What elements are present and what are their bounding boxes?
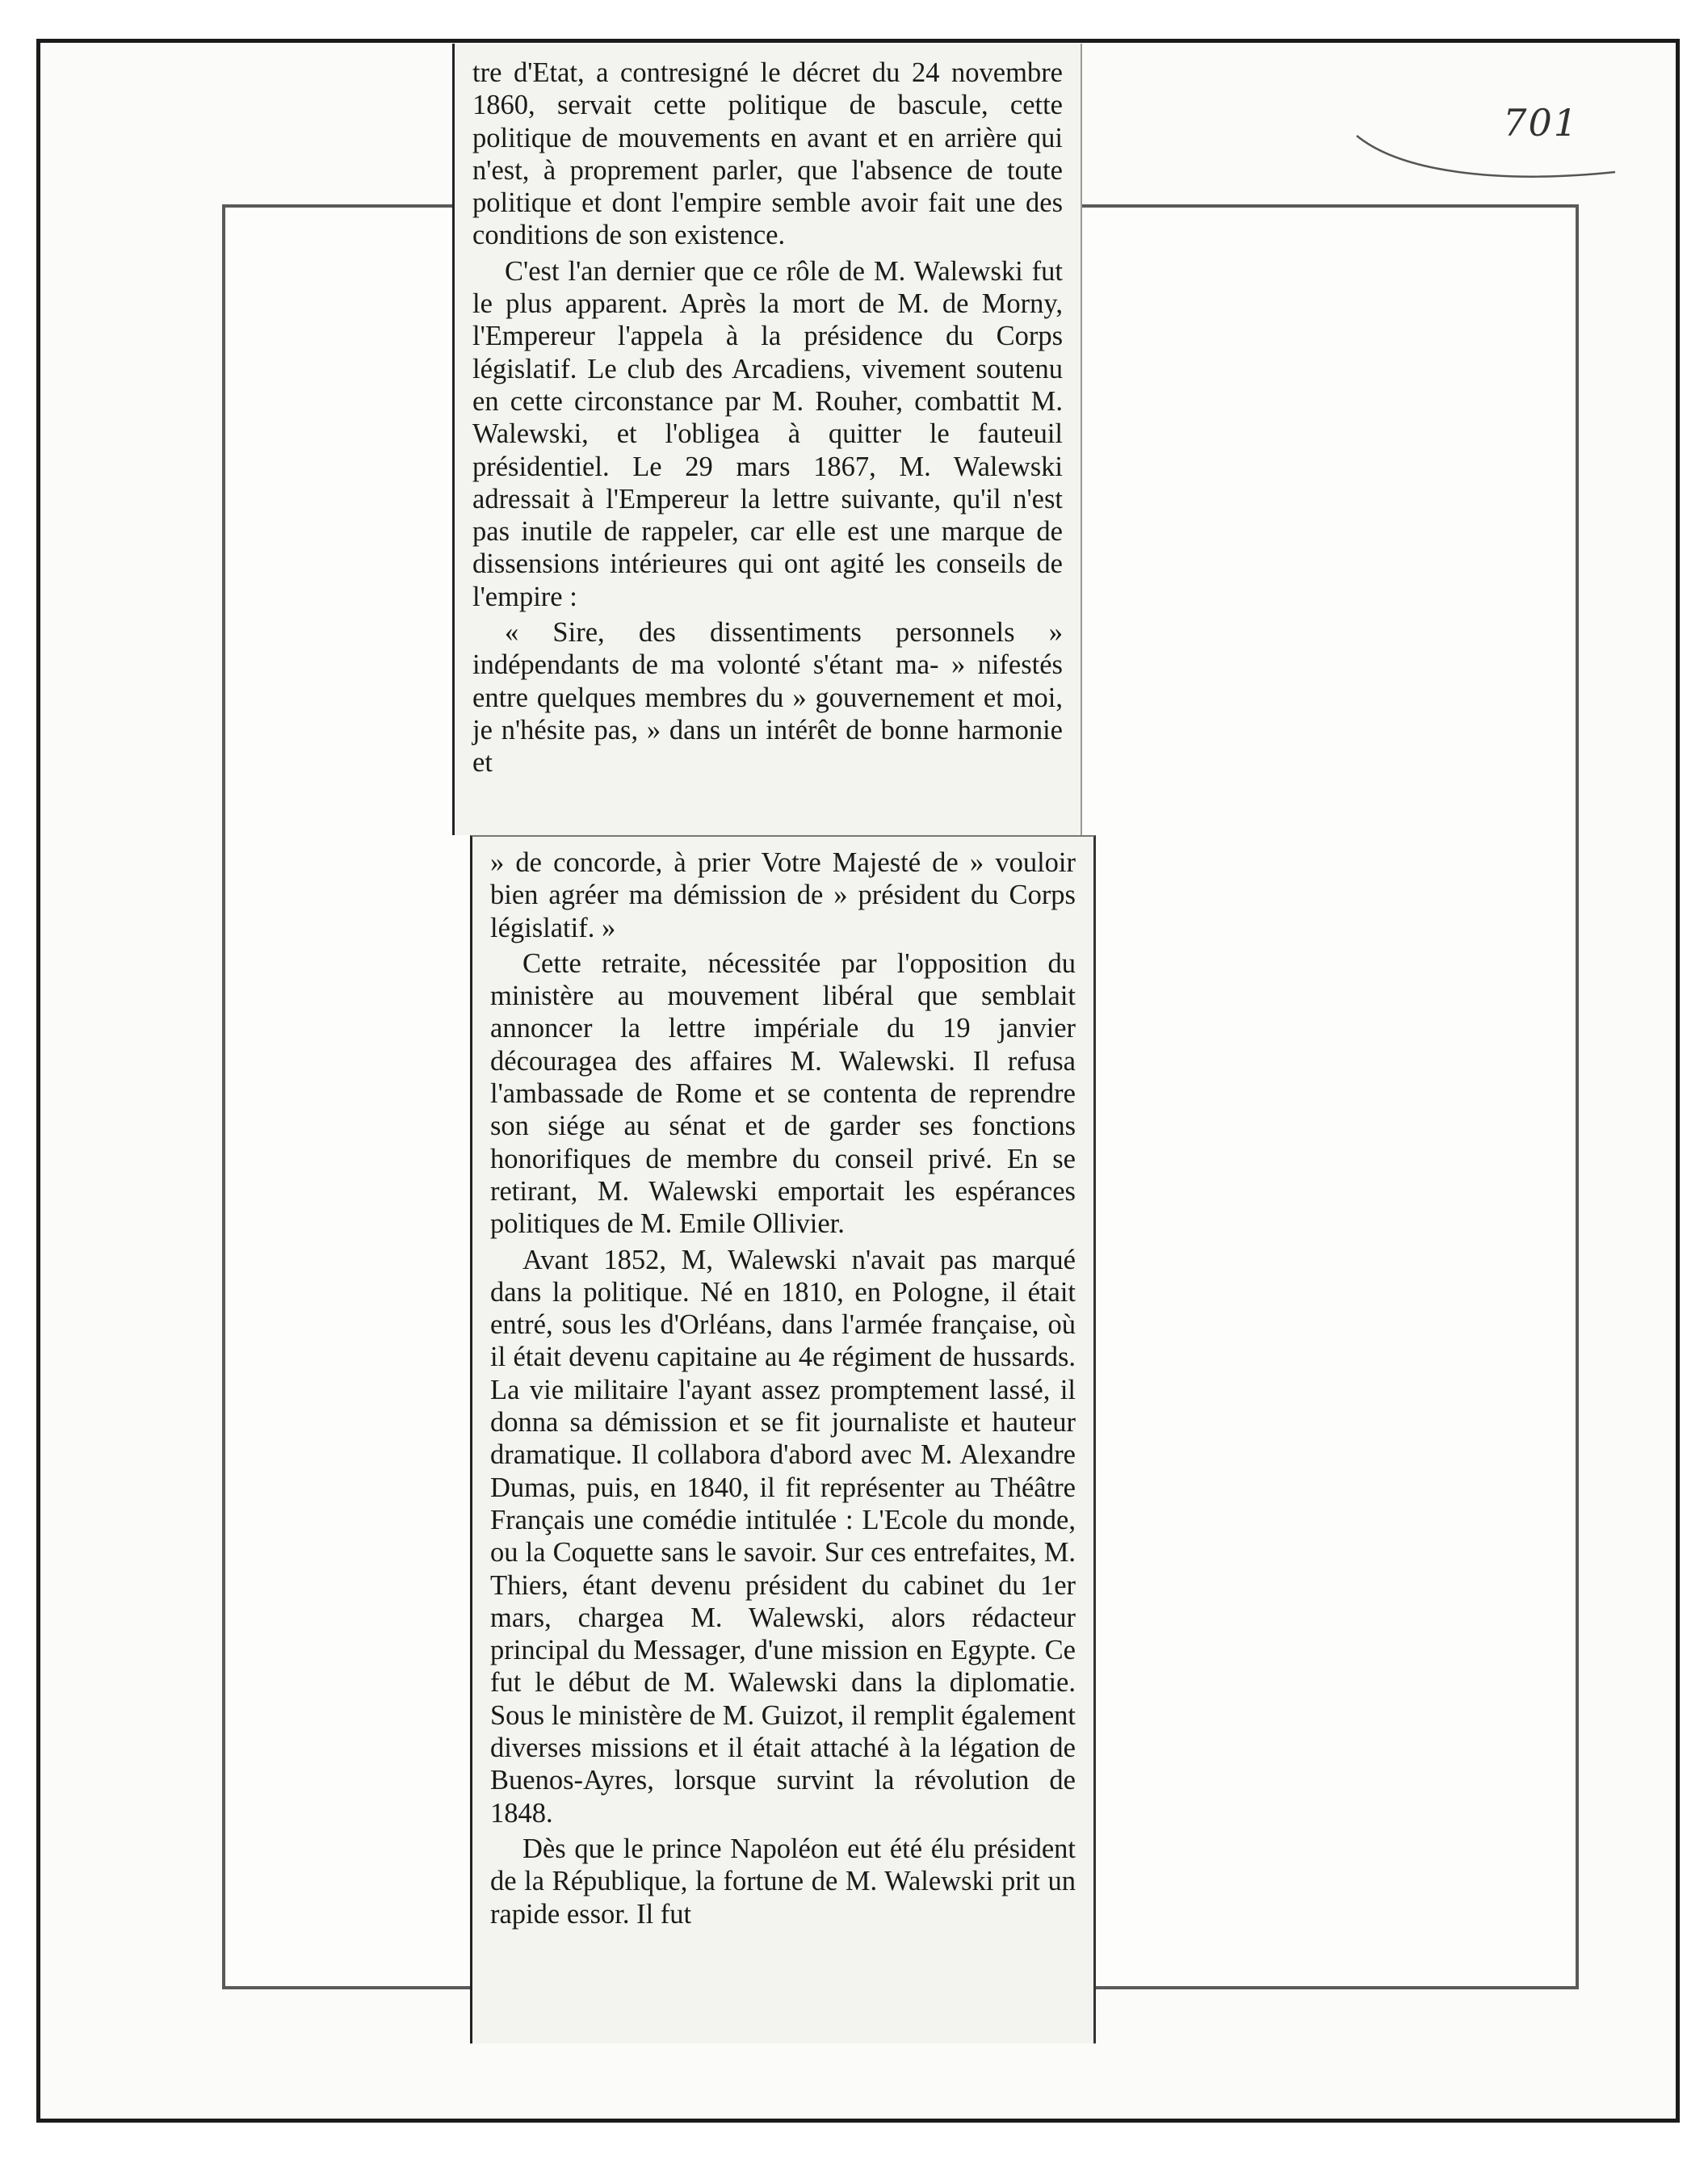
newspaper-clipping-top (452, 44, 1082, 835)
clipping-top-text (472, 53, 1063, 779)
handwritten-page-number: 701 (1503, 101, 1579, 145)
paragraph: C'est l'an dernier que ce rôle de M. Walewski fut le plus apparent. Après la mort de M. de Morny, l'Empereur l'appela à la présidence du Corps législatif. Le club des Arcadiens, vivement soutenu en cette circonstance par M. Rouher, combattit M. Walewski, et l'obligea à quitter le fauteuil présidentiel. Le 29 mars 1867, M. Walewski adressait à l'Empereur la lettre suivante, qu'il n'est pas inutile de rappeler, car elle est une marque de dissensions intérieures qui ont agité les conseils de l'empire : (472, 255, 1063, 612)
pencil-stroke (1353, 128, 1619, 184)
paragraph: tre d'Etat, a contresigné le décret du 24 novembre 1860, servait cette politique de bascule, cette politique de mouvements en avant et en arrière qui n'est, à proprement parler, que l'absence de toute politique et dont l'empire semble avoir fait une des conditions de son existence. (472, 57, 1063, 251)
quoted-letter-end: » de concorde, à prier Votre Majesté de » vouloir bien agréer ma démission de » président du Corps législatif. » (490, 847, 1076, 943)
paragraph: Avant 1852, M, Walewski n'avait pas marqué dans la politique. Né en 1810, en Pologne, il était entré, sous les d'Orléans, dans l'armée française, où il était devenu capitaine au 4e régiment de hussards. La vie militaire l'ayant assez promptement lassé, il donna sa démission et se fit journaliste et hauteur dramatique. Il collabora d'abord avec M. Alexandre Dumas, puis, en 1840, il fit représenter au Théâtre Français une comédie intitulée : L'Ecole du monde, ou la Coquette sans le savoir. Sur ces entrefaites, M. Thiers, étant devenu président du cabinet du 1er mars, chargea M. Walewski, alors rédacteur principal du Messager, d'une mission en Egypte. Ce fut le début de M. Walewski dans la diplomatie. Sous le ministère de M. Guizot, il remplit également diverses missions et il était attaché à la légation de Buenos-Ayres, lorsque survint la révolution de 1848. (490, 1244, 1076, 1829)
clipping-bottom-text (490, 846, 1076, 1930)
paragraph: Dès que le prince Napoléon eut été élu président de la République, la fortune de M. Walewski prit un rapide essor. Il fut (490, 1833, 1076, 1930)
quoted-letter-start: « Sire, des dissentiments personnels » indépendants de ma volonté s'étant ma- » nifestés entre quelques membres du » gouvernement et moi, je n'hésite pas, » dans un intérêt de bonne harmonie et (472, 617, 1063, 779)
newspaper-clipping-bottom (470, 835, 1096, 2043)
paragraph: Cette retraite, nécessitée par l'opposition du ministère au mouvement libéral que semblait annoncer la lettre impériale du 19 janvier découragea des affaires M. Walewski. Il refusa l'ambassade de Rome et se contenta de reprendre son siége au sénat et de garder ses fonctions honorifiques de membre du conseil privé. En se retirant, M. Walewski emportait les espérances politiques de M. Emile Ollivier. (490, 947, 1076, 1240)
